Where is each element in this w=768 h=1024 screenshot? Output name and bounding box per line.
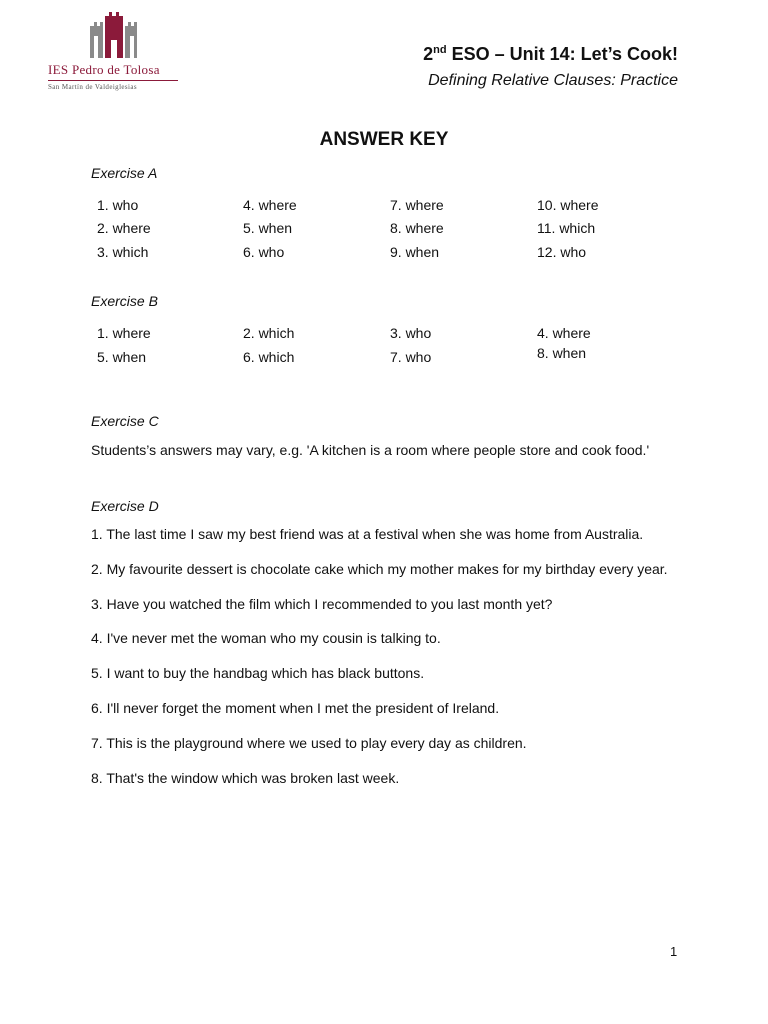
page-number: 1 <box>670 944 678 959</box>
answer-cell: 2. where <box>97 220 151 236</box>
answer-cell: 8. where <box>390 220 444 236</box>
answer-cell: 4. where <box>243 197 297 213</box>
exercise-d-sentence: 8. That's the window which was broken last week. <box>91 770 400 786</box>
answer-cell: 7. who <box>390 349 432 365</box>
exercise-d-label: Exercise D <box>91 498 159 514</box>
answer-cell: 6. who <box>243 244 285 260</box>
school-logo <box>48 10 178 90</box>
title-level: 2 <box>423 44 434 64</box>
answer-cell: 1. who <box>97 197 139 213</box>
answer-cell: 2. which <box>243 325 295 341</box>
answer-cell: 3. which <box>97 244 149 260</box>
answer-key-heading: ANSWER KEY <box>319 129 449 150</box>
answer-cell: 5. when <box>243 220 293 236</box>
logo-school-name: IES Pedro de Tolosa <box>48 62 160 77</box>
answer-cell: 4. where <box>537 325 591 341</box>
exercise-d-sentence: 4. I've never met the woman who my cousin is talking to. <box>91 630 441 646</box>
exercise-d-sentence: 5. I want to buy the handbag which has black buttons. <box>91 665 425 681</box>
answer-cell: 12. who <box>537 244 587 260</box>
castle-icon <box>88 10 140 58</box>
logo-divider <box>48 80 178 81</box>
exercise-c-label: Exercise C <box>91 413 159 429</box>
exercise-d-sentence: 2. My favourite dessert is chocolate cake which my mother makes for my birthday every year. <box>91 561 668 577</box>
page-title <box>423 44 678 65</box>
answer-cell: 3. who <box>390 325 432 341</box>
answer-cell: 9. when <box>390 244 440 260</box>
exercise-a-label: Exercise A <box>91 165 158 181</box>
logo-town: San Martín de Valdeiglesias <box>48 83 138 91</box>
exercise-c-text: Students’s answers may vary, e.g. 'A kitchen is a room where people store and cook food.' <box>91 442 650 458</box>
exercise-d-sentence: 3. Have you watched the film which I recommended to you last month yet? <box>91 596 553 612</box>
exercise-b-label: Exercise B <box>91 293 158 309</box>
exercise-d-sentence: 1. The last time I saw my best friend was at a festival when she was home from Australia. <box>91 526 644 542</box>
answer-cell: 11. which <box>537 220 596 236</box>
answer-cell: 5. when <box>97 349 147 365</box>
answer-cell: 8. when <box>537 345 587 361</box>
exercise-d-sentence: 7. This is the playground where we used to play every day as children. <box>91 735 527 751</box>
answer-cell: 7. where <box>390 197 444 213</box>
page-subtitle: Defining Relative Clauses: Practice <box>428 72 678 89</box>
answer-cell: 1. where <box>97 325 151 341</box>
exercise-d-sentence: 6. I'll never forget the moment when I met the president of Ireland. <box>91 700 500 716</box>
title-ordinal: nd <box>433 44 447 56</box>
answer-cell: 10. where <box>537 197 599 213</box>
answer-cell: 6. which <box>243 349 295 365</box>
title-unit: ESO – Unit 14: Let’s Cook! <box>446 44 678 64</box>
